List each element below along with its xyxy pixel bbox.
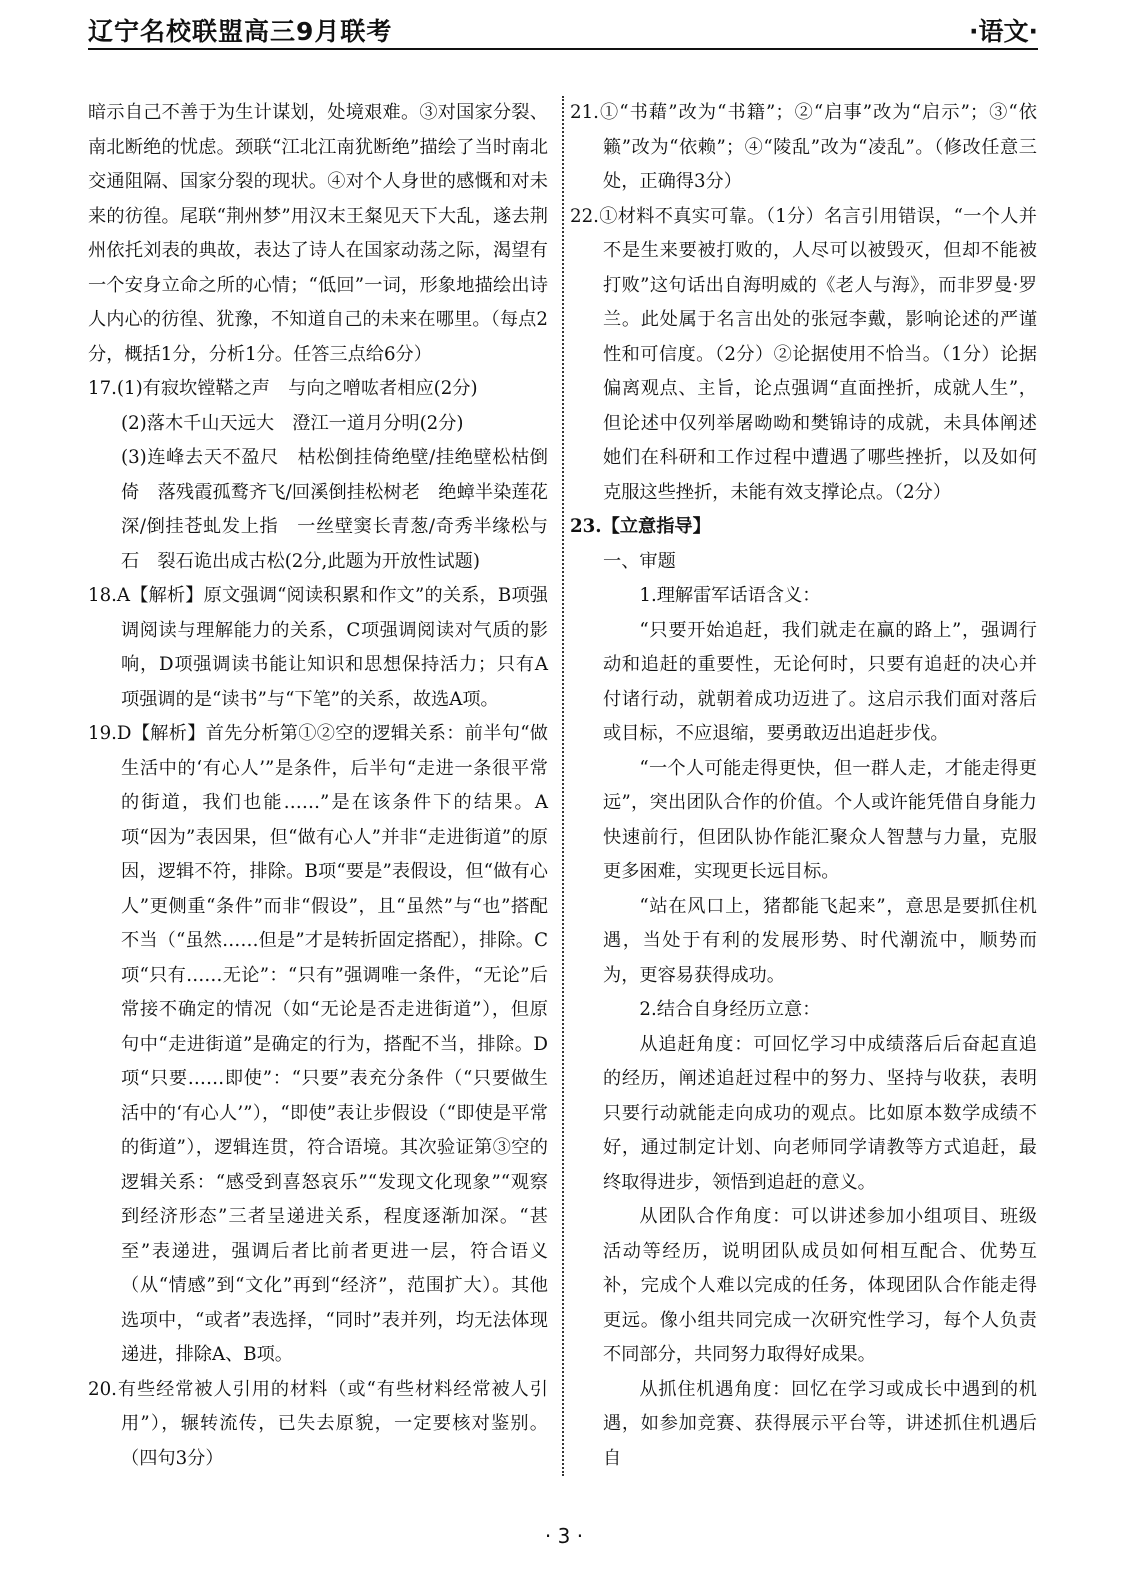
paragraph-chase-angle: 从追赶角度：可回忆学习中成绩落后后奋起直追的经历，阐述追赶过程中的努力、坚持与收获，表明只要行动就能走向成功的观点。比如原本数学成绩不好，通过制定计划、向老师同学请教等方式追赶，最终取得进步，领悟到追赶的意义。 <box>603 1033 1037 1193</box>
paragraph-opportunity: “站在风口上，猪都能飞起来”，意思是要抓住机遇，当处于有利的发展形势、时代潮流中，顺势而为，更容易获得成功。 <box>603 895 1037 986</box>
answer-22: 22.①材料不真实可靠。（1分）名言引用错误，“一个人并不是生来要被打败的，人尽可以被毁灭，但却不能被打败”这句话出自海明威的《老人与海》，而非罗曼·罗兰。此处属于名言出处的张冠李戴，影响论述的严谨性和可信度。（2分）②论据使用不恰当。（1分）论据偏离观点、主旨，论点强调“直面挫折，成就人生”，但论述中仅列举屠呦呦和樊锦诗的成就，未具体阐述她们在科研和工作过程中遭遇了哪些挫折，以及如何克服这些挫折，未能有效支撑论点。（2分） <box>570 205 1037 503</box>
answer-17-2: (2)落木千山天远大 澄江一道月分明(2分) <box>121 412 464 434</box>
paragraph-opportunity-angle: 从抓住机遇角度：回忆在学习或成长中遇到的机遇，如参加竞赛、获得展示平台等，讲述抓住机遇后自 <box>603 1378 1037 1469</box>
paragraph-chase: “只要开始追赶，我们就走在赢的路上”，强调行动和追赶的重要性，无论何时，只要有追赶的决心并付诸行动，就朝着成功迈进了。这启示我们面对落后或目标，不应退缩，要勇敢迈出追赶步伐。 <box>603 619 1037 744</box>
section-heading-review: 一、审题 <box>603 550 676 572</box>
subheading-experience: 2.结合自身经历立意： <box>639 999 821 1020</box>
answer-18: 18.A【解析】原文强调“阅读积累和作文”的关系，B项强调阅读与理解能力的关系，C项强调阅读对气质的影响，D项强调读书能让知识和思想保持活力；只有A项强调的是“读书”与“下笔”的关系，故选A项。 <box>88 585 548 710</box>
answer-17-3: (3)连峰去天不盈尺 枯松倒挂倚绝壁/挂绝壁松枯倒倚 落残霞孤鹜齐飞/回溪倒挂松树老 绝蟑半染莲花深/倒挂苍虬发上指 一丝壁窦长青葱/奇秀半缘松与石 裂石诡出成古松(2分,此题为开放性试题) <box>121 447 548 572</box>
answer-21: 21.①“书藉”改为“书籍”；②“启事”改为“启示”；③“依籁”改为“依赖”；④“陵乱”改为“凌乱”。（修改任意三处，正确得3分） <box>570 102 1037 192</box>
column-divider <box>562 96 564 1476</box>
answer-20: 20.有些经常被人引用的材料（或“有些材料经常被人引用”），辗转流传，已失去原貌，一定要核对鉴别。（四句3分） <box>88 1378 548 1469</box>
answer-23-title: 23.【立意指导】 <box>570 516 711 537</box>
exam-title: 辽宁名校联盟高三9月联考 <box>88 17 393 46</box>
page-header <box>88 8 1038 50</box>
subheading-understand: 1.理解雷军话语含义： <box>639 585 821 606</box>
paragraph-team-angle: 从团队合作角度：可以讲述参加小组项目、班级活动等经历，说明团队成员如何相互配合、优势互补，完成个人难以完成的任务，体现团队合作能走得更远。像小组共同完成一次研究性学习，每个人负责不同部分，共同努力取得好成果。 <box>603 1206 1037 1365</box>
left-column <box>88 96 548 1476</box>
paragraph-team: “一个人可能走得更快，但一群人走，才能走得更远”，突出团队合作的价值。个人或许能凭借自身能力快速前行，但团队协作能汇聚众人智慧与力量，克服更多困难，实现更长远目标。 <box>603 757 1037 882</box>
answer-19: 19.D【解析】首先分析第①②空的逻辑关系：前半句“做生活中的‘有心人’”是条件，后半句“走进一条很平常的街道，我们也能……”是在该条件下的结果。A项“因为”表因果，但“做有心人”并非“走进街道”的原因，逻辑不符，排除。B项“要是”表假设，但“做有心人”更侧重“条件”而非“假设”，且“虽然”与“也”搭配不当（“虽然……但是”才是转折固定搭配），排除。C项“只有……无论”：“只有”强调唯一条件，“无论”后常接不确定的情况（如“无论是否走进街道”），但原句中“走进街道”是确定的行为，搭配不当，排除。D项“只要……即使”：“只要”表充分条件（“只要做生活中的‘有心人’”），“即使”表让步假设（“即使是平常的街道”），逻辑连贯，符合语境。其次验证第③空的逻辑关系：“感受到喜怒哀乐”“发现文化现象”“观察到经济形态”三者呈递进关系，程度逐渐加深。“甚至”表递进，强调后者比前者更进一层，符合语义（从“情感”到“文化”再到“经济”，范围扩大）。其他选项中，“或者”表选择，“同时”表并列，均无法体现递进，排除A、B项。 <box>88 723 548 1365</box>
right-column <box>570 96 1037 1476</box>
subject-label: ·语文· <box>969 17 1038 46</box>
answer-17-1: 17.(1)有寂坎镗鞳之声 与向之噌吰者相应(2分) <box>88 378 478 399</box>
answer-16-continued: 暗示自己不善于为生计谋划，处境艰难。③对国家分裂、南北断绝的忧虑。颈联“江北江南犹断绝”描绘了当时南北交通阻隔、国家分裂的现状。④对个人身世的感慨和对未来的彷徨。尾联“荆州梦”用汉末王粲见天下大乱，遂去荆州依托刘表的典故，表达了诗人在国家动荡之际，渴望有一个安身立命之所的心情；“低回”一词，形象地描绘出诗人内心的彷徨、犹豫，不知道自己的未来在哪里。（每点2分，概括1分，分析1分。任答三点给6分） <box>88 102 548 365</box>
page-number: · 3 · <box>544 1524 584 1548</box>
